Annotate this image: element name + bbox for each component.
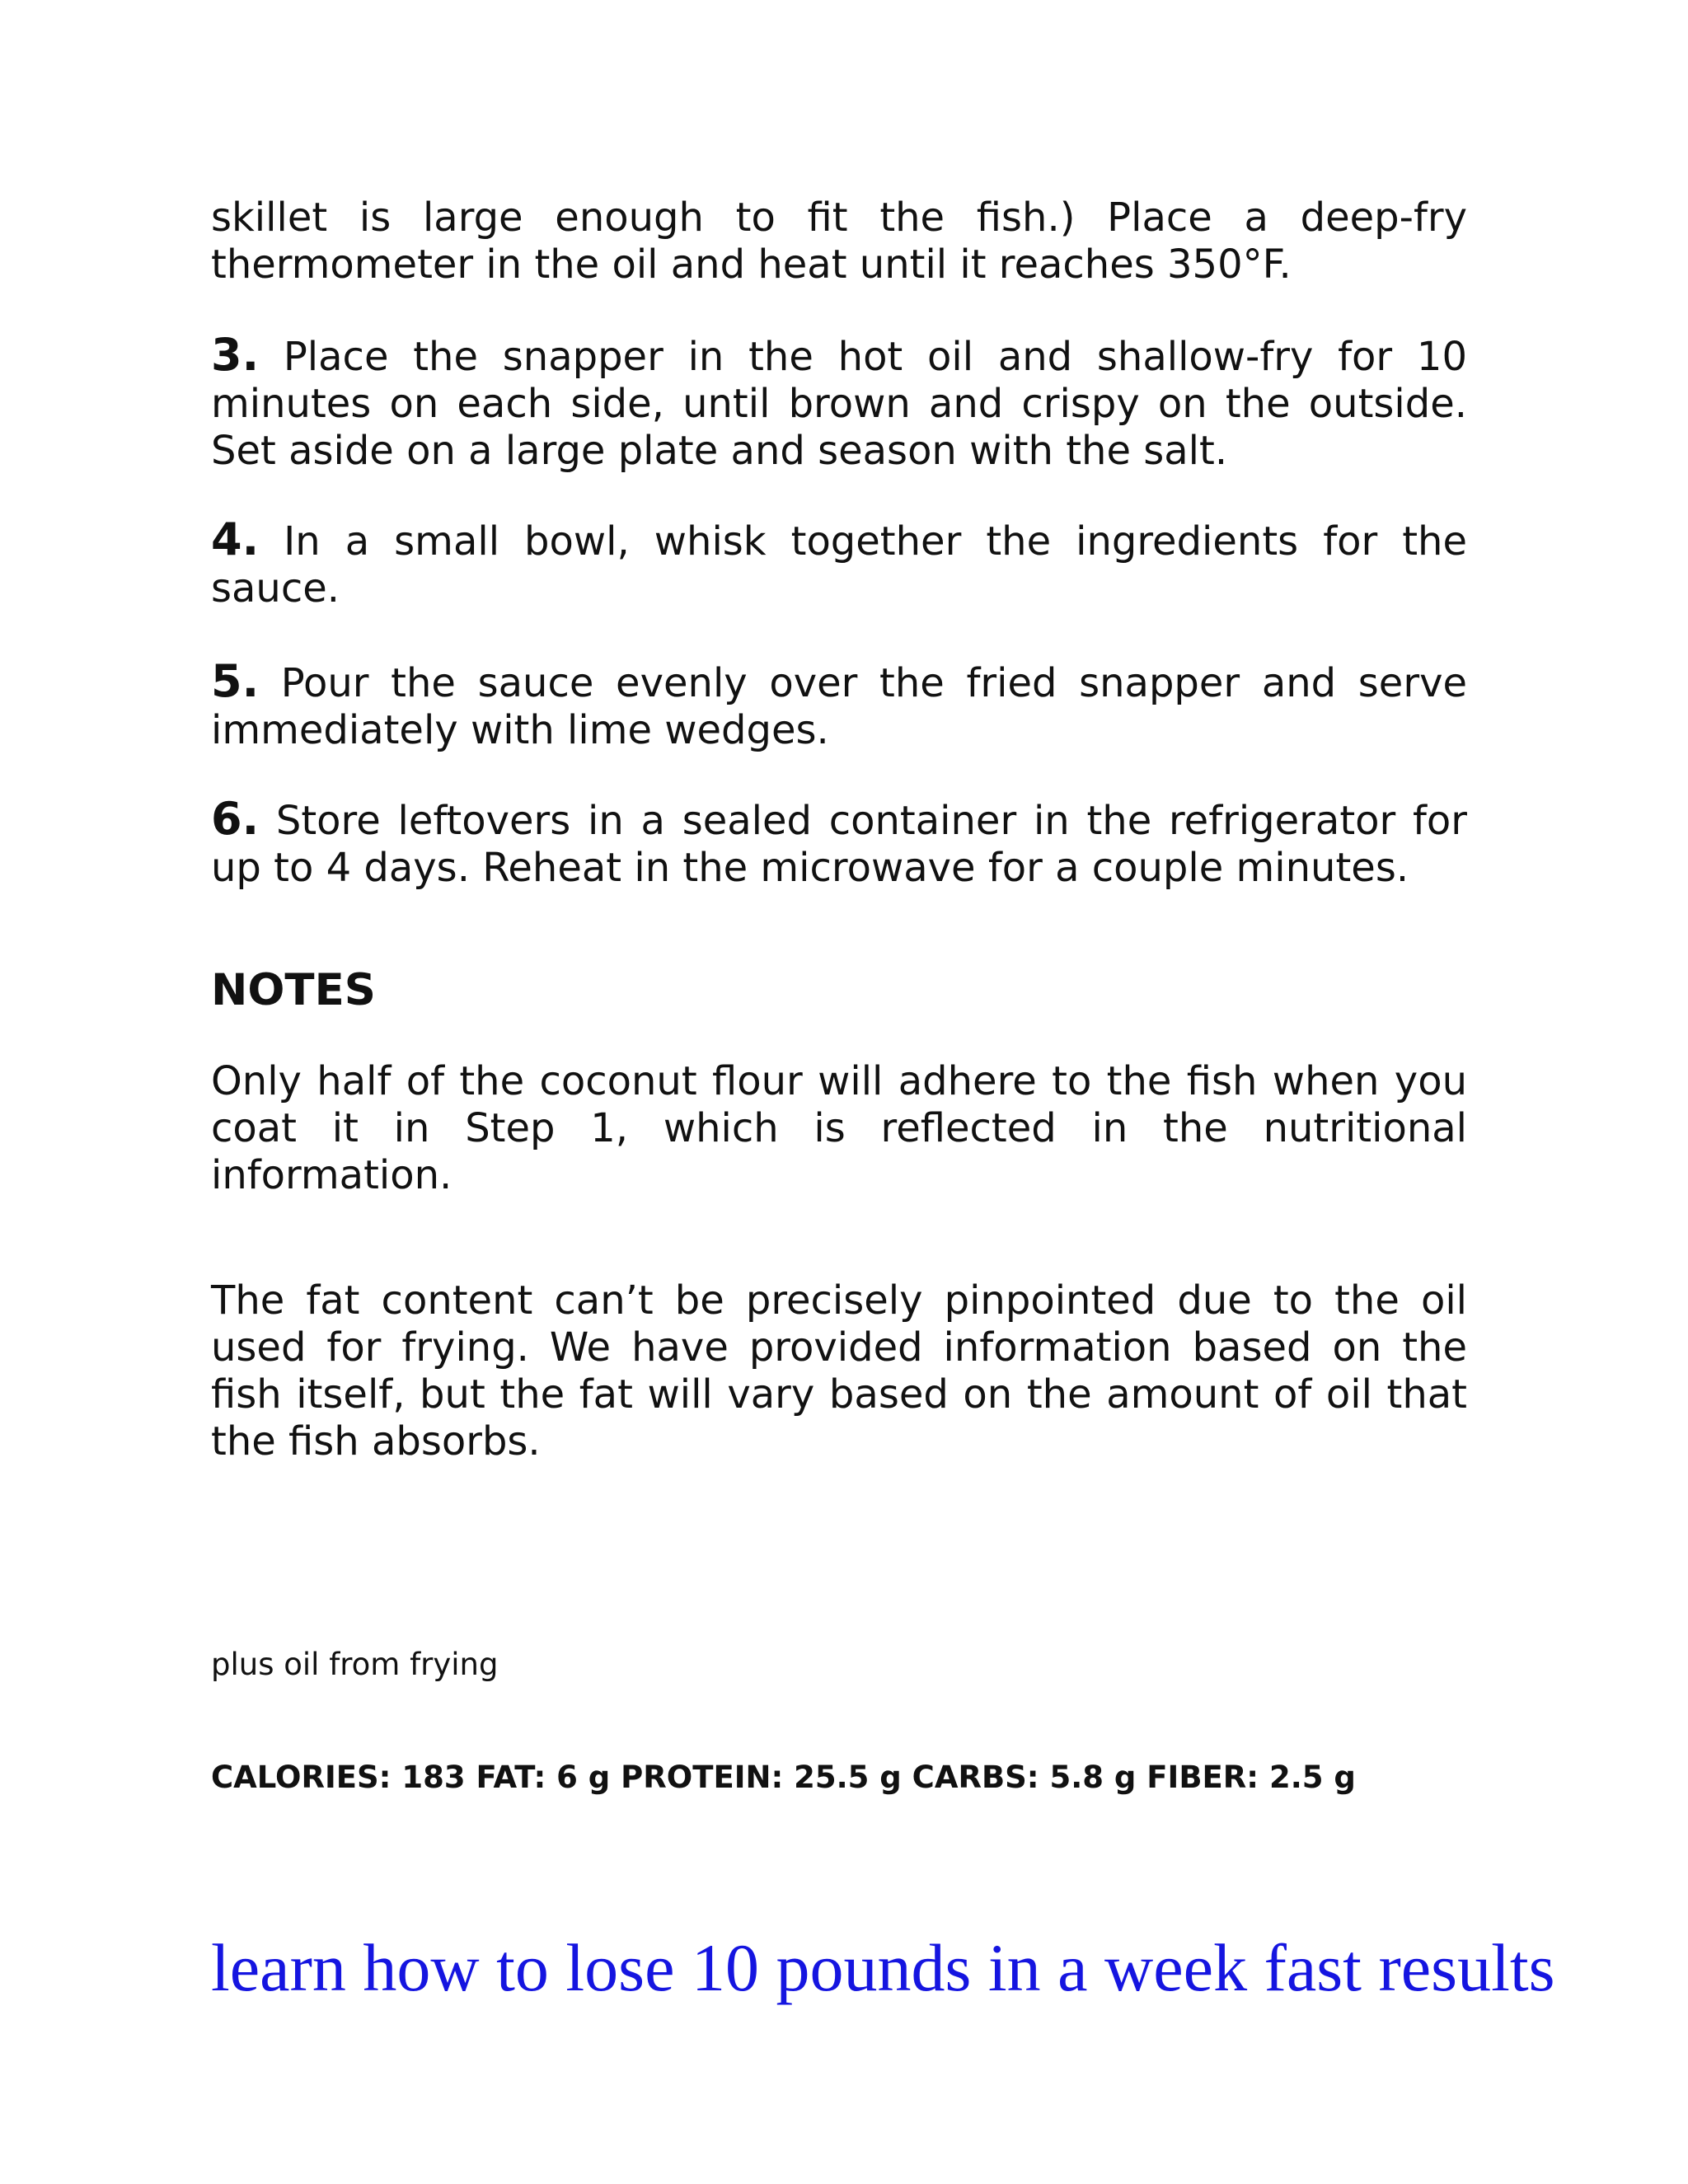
step-4 [211,513,1467,612]
promo-link[interactable]: learn how to lose 10 pounds in a week fast results [211,1930,1555,2005]
step-5 [211,655,1468,754]
step-3 [211,331,1467,475]
note-paragraph-coconut-flour: Only half of the coconut flour will adhere to the fish when you coat it in Step 1, which is reflected in the nutritional information. [211,1058,1467,1198]
step-text: In a small bowl, whisk together the ingredients for the sauce. [211,518,1467,612]
nutrition-summary: CALORIES: 183 FAT: 6 g PROTEIN: 25.5 g CARBS: 5.8 g FIBER: 2.5 g [211,1760,1356,1795]
step-number: 5. [211,655,260,707]
step-text: Pour the sauce evenly over the fried snapper and serve immediately with lime wedges. [211,660,1468,753]
notes-heading: NOTES [211,965,376,1015]
step-number: 3. [211,329,260,381]
step-2-continuation: skillet is large enough to fit the fish.) Place a deep-fry thermometer in the oil and heat until it reaches 350°F. [211,194,1467,288]
step-6 [211,795,1467,892]
recipe-page [211,194,1467,1465]
step-text: Store leftovers in a sealed container in the refrigerator for up to 4 days. Reheat in the microwave for a couple minutes. [211,798,1468,891]
step-number: 4. [211,513,260,565]
note-paragraph-fat-content: The fat content can’t be precisely pinpointed due to the oil used for frying. We have provided information based on the fish itself, but the fat will vary based on the amount of oil that the fish absorbs. [211,1277,1467,1465]
step-number: 6. [211,793,260,845]
nutrition-footnote: plus oil from frying [211,1647,499,1682]
step-text: Place the snapper in the hot oil and shallow-fry for 10 minutes on each side, until brown and crispy on the outside. Set aside on a large plate and season with the salt. [211,334,1467,474]
